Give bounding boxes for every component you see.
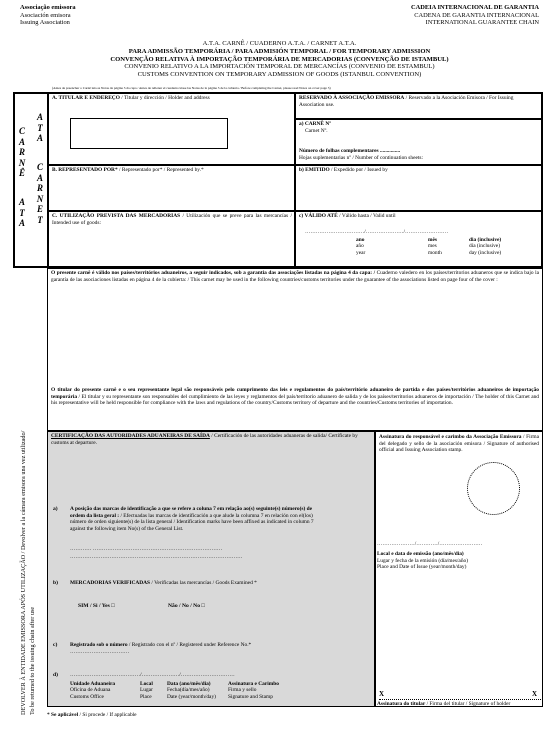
valid-until-year: ano año year	[356, 237, 366, 256]
signature-stamp-column: Assinatura e Carimbo Firma y sello Signature and Stamp	[228, 681, 279, 700]
holder-address-input[interactable]	[70, 118, 228, 149]
side-column-frame	[13, 92, 49, 268]
title-line-2: PARA ADMISSÃO TEMPORÁRIA / PARA ADMISIÓN TEMPORAL / FOR TEMPORARY ADMISSION	[128, 47, 431, 55]
cert-item-a-dots-2: ……………………………………………………………………………………	[70, 554, 243, 560]
cert-item-b-text: MERCADORIAS VERIFICADAS / Verificadas las mercancías / Goods Examined *	[70, 580, 257, 586]
reserved-association-label: RESERVADO À ASSOCIAÇÃO EMISSORA / Reservado a la Asociación Emisora / For Issuing Association use.	[299, 95, 514, 108]
cert-item-c-text: Registrado sob o número / Registrado con el nº / Registered under Reference No.* ……………………………	[70, 642, 252, 655]
carnet-number-label: a) CARNÊ Nº Carnet Nº.	[299, 121, 332, 134]
return-instruction-pt: DEVOLVER À ENTIDADE EMISSORA APÓS UTILIZAÇÃO / Devolver a la cámara emisora una vez utilizado/	[20, 430, 27, 715]
title-line-5: CUSTOMS CONVENTION ON TEMPORARY ADMISSION OF GOODS (ISTANBUL CONVENTION)	[137, 71, 422, 79]
countries-text: O presente carnê é válido nos países/territórios aduaneiros, a seguir indicados, sob a garantia das associações listadas na página 4 da capa: / Cuaderno valedero en los países/territorios aduaneros que se indica bajo la garantía de las asociaciones listadas en página 4 de la cubierta: / This carnet may be used in the following countries/customs territories under the guarantee of the associations listed on page four of the cover :	[51, 270, 539, 283]
customs-office-column: Unidade Aduaneira Oficina de Aduana Customs Office	[70, 681, 116, 700]
holder-signature-x-end: X	[532, 690, 538, 698]
title-line-1: A.T.A. CARNÊ / CUADERNO A.T.A. / CARNET A.T.A.	[202, 40, 357, 47]
header-left-line-1: Associação emissora	[20, 4, 76, 11]
header-left-line-2: Asociación emisora	[20, 11, 71, 19]
header-right-line-3: INTERNATIONAL GUARANTEE CHAIN	[425, 19, 539, 27]
return-instruction-en: To be returned to the issuing chain after use	[29, 606, 36, 715]
goods-examined-no-checkbox[interactable]: Não / No / No □	[168, 603, 205, 609]
customs-certification-title: CERTIFICAÇÃO DAS AUTORIDADES ADUANEIRAS DE SAÍDA / Certificación de las autoridades aduaneras de salida/ Certificate by customs at departure.	[51, 433, 358, 446]
side-letters-ata-2: A T A	[36, 112, 43, 143]
cert-item-a-dots-1: ………… ………………………………………………………………	[70, 546, 223, 552]
valid-until-day: dia (inclusive) día (inclusive) day (inclusive)	[469, 237, 502, 256]
document-title	[0, 40, 559, 79]
footnote: * Se aplicável / Si procede / If applicable	[47, 712, 137, 718]
issuing-association-header	[20, 4, 76, 27]
title-line-4: CONVENIO RELATIVO A LA IMPORTACIÓN TEMPORAL DE MERCANCÍAS (CONVENIO DE ESTAMBUL)	[124, 63, 435, 71]
holder-signature-line[interactable]	[379, 699, 541, 700]
intended-use-label: C. UTILIZAÇÃO PREVISTA DAS MERCADORIAS / Utilización que se preve para las mercancías / Intended use of goods:	[52, 213, 292, 226]
cert-item-d-label: d)	[53, 672, 58, 678]
guarantee-chain-header	[411, 4, 539, 27]
cert-item-a-label: a)	[53, 506, 58, 512]
issuer-signature-label: Assinatura do responsável e carimbo da Associação Emissora / Firma del delegado y sello de la asociación emisora / Signature of authorised official and Issuing Association stamp.	[379, 434, 539, 454]
holder-responsibility-text: O titular do presente carnê e o seu representante legal são responsáveis pelo cumprimento das leis e regulamentos do país/território aduaneiro de partida e dos países/territórios aduaneiros de importação temporária / El titular y su representante son responsables del cumplimiento de las leyes y reglamentos del país/territorio aduanero de salida y de los países/territorios aduaneros de importación / The holder of this Carnet and his representative will be held responsible for compliance with the laws and regulations of the country/Customs territory of departure and the countries/Customs territories of importation.	[51, 387, 539, 407]
valid-until-dots: ……………………………/…………………/……………………	[305, 229, 449, 235]
side-letters-carnet: C A R N E T	[36, 162, 44, 225]
date-column: Data (ano/mês/dia) Fecha(día/mes/año) Date (year/month/day)	[167, 681, 216, 700]
holder-signature-x-start: X	[379, 690, 385, 698]
side-letters-ata-1: A T A	[18, 197, 25, 228]
title-line-3: CONVENÇÃO RELATIVA À IMPORTAÇÃO TEMPORÁRIA DE MERCADORIAS (CONVENÇÃO DE ISTAMBUL)	[110, 55, 449, 63]
association-stamp-circle	[467, 462, 520, 515]
cert-item-a-text: A posição das marcas de identificação a que se refere a coluna 7 em relação ao(s) seguinte(s) número(s) de ordem da lista geral : / Efectuadas las marcas de identificación a que alude la columna 7 en relación con el(los) número de orden siguiente(s) de la lista general / Identification marks have been affixed as indicated in column 7 against the following item No(s) of the General List.	[70, 506, 314, 532]
header-right-line-1: CADEIA INTERNACIONAL DE GARANTIA	[410, 4, 539, 11]
side-letters-carne-pt: C A R N Ê	[18, 126, 26, 178]
top-note: (Antes de preencher o Carnê leia as Notas da página 3 da capa / Antes de rellenar el cuaderno léase las Notas de la página 3 de la cubierta / Before completing the Carnet, please read Notes on cover page 3)	[52, 86, 331, 90]
valid-until-month: mês mes month	[428, 237, 442, 256]
header-right-line-2: CADENA DE GARANTIA INTERNACIONAL	[414, 11, 539, 19]
issue-date-dots: …………………/…………/……………………	[377, 541, 483, 547]
cert-item-c-label: c)	[53, 642, 58, 648]
place-column: Local Lugar Place	[140, 681, 153, 700]
goods-examined-yes-checkbox[interactable]: SIM / Si / Yes □	[78, 603, 115, 609]
represented-by-label: B. REPRESENTADO POR* / Representado por* / Represented by.*	[52, 167, 204, 173]
issued-by-label: b) EMITIDO / Expedido por / Issued by	[299, 167, 388, 173]
customs-certification-box	[47, 431, 375, 707]
valid-until-label: c) VÁLIDO ATÉ / Válido hasta / Valid until	[299, 213, 396, 219]
holder-address-label: A. TITULAR E ENDEREÇO / Titular y dirección / Holder and address	[52, 95, 210, 101]
holder-signature-label: Assinatura do titular / Firma del titular / Signature of holder	[377, 701, 511, 707]
cert-item-b-label: b)	[53, 580, 58, 586]
cert-item-d-dots: …………………………………/…………………/…………………………	[70, 672, 235, 678]
continuation-sheets-label: Número de folhas complementares ............... Hojas suplementarias nº / Number of continuation sheets:	[299, 148, 423, 161]
header-left-line-3: Issuing Association	[20, 19, 70, 27]
issue-date-label: Local e data de emissão (ano/mês/dia) Lugar y fecha de la emisión (día/mes/año) Place and Date of Issue (year/month/day)	[377, 551, 469, 571]
